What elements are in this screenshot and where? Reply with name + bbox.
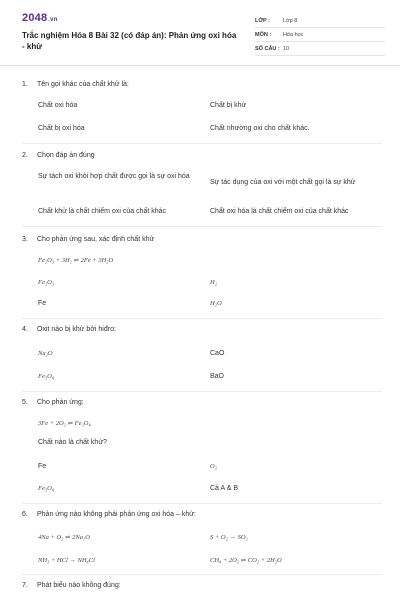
option-c[interactable]: Chất bị oxi hóa [38, 125, 85, 132]
divider [22, 143, 382, 144]
option-a[interactable]: Fe [38, 463, 47, 470]
question-subtext: Chất nào là chất khử? [38, 439, 107, 446]
option-d[interactable]: BaO [210, 373, 225, 380]
option-a[interactable]: Sự tách oxi khỏi hợp chất được gọi là sự oxi hóa [38, 173, 190, 180]
option-c[interactable]: Chất khử là chất chiếm oxi của chất khác [38, 208, 167, 215]
question-text: Chọn đáp án đúng [37, 152, 95, 159]
document-header [0, 0, 400, 66]
meta-value: Lớp 8 [283, 17, 298, 24]
option-b[interactable]: Chất bị khử [210, 102, 247, 109]
question-number: 3. [22, 236, 28, 243]
question-number: 6. [22, 511, 28, 518]
option-c[interactable]: Fe₃O₄ [38, 485, 55, 492]
question-number: 2. [22, 152, 28, 159]
option-d[interactable]: CH₄ + 2O₂ ⇌ CO₂ + 2H₂O [210, 557, 282, 564]
meta-table [255, 14, 385, 56]
meta-label: LỚP : [255, 17, 270, 24]
meta-label: SỐ CÂU : [255, 45, 280, 52]
meta-row-subject [255, 28, 385, 42]
meta-label: MÔN : [255, 31, 272, 38]
option-c[interactable]: NH₃ + HCl → NH₄Cl [38, 557, 95, 564]
question-number: 5. [22, 399, 28, 406]
option-a[interactable]: Fe₂O₃ [38, 279, 55, 286]
meta-value: Hóa học [283, 31, 304, 38]
option-c[interactable]: Fe₃O₄ [38, 373, 55, 380]
question-text: Phát biểu nào không đúng: [37, 582, 121, 589]
divider [22, 503, 382, 504]
question-number: 7. [22, 582, 28, 589]
option-a[interactable]: Na₂O [38, 350, 53, 357]
option-b[interactable]: CaO [210, 350, 225, 357]
option-b[interactable]: Sự tác dụng của oxi với một chất gọi là sự khử [210, 179, 356, 186]
logo-text: 2048 [22, 12, 48, 24]
option-b[interactable]: O₂ [210, 463, 217, 470]
meta-row-class [255, 14, 385, 28]
meta-value: 10 [283, 45, 290, 52]
divider [22, 574, 382, 575]
page-title: Trắc nghiệm Hóa 8 Bài 32 (có đáp án): Phản ứng oxi hóa - khử [22, 31, 237, 51]
divider [22, 226, 382, 227]
reaction-equation: 3Fe + 2O₂ ⇌ Fe₃O₄ [38, 420, 91, 427]
option-a[interactable]: Chất oxi hóa [38, 102, 78, 109]
site-logo[interactable] [22, 12, 58, 24]
question-text: Cho phản ứng sau, xác định chất khử [37, 236, 155, 243]
meta-row-count [255, 42, 385, 56]
logo-suffix: .vn [48, 17, 58, 23]
option-d[interactable]: Cả A & B [210, 485, 239, 492]
option-a[interactable]: 4Na + O₂ ⇌ 2Na₂O [38, 534, 90, 541]
option-d[interactable]: H₂O [210, 300, 222, 307]
question-text: Phản ứng nào không phải phản ứng oxi hóa – khử: [37, 511, 196, 518]
option-b[interactable]: H₂ [210, 279, 217, 286]
option-d[interactable]: Chất oxi hóa là chất chiếm oxi của chất khác [210, 208, 349, 215]
option-c[interactable]: Fe [38, 300, 47, 307]
question-text: Oxit nào bị khử bởi hiđro: [37, 326, 116, 333]
reaction-equation: Fe₂O₃ + 3H₂ ⇌ 2Fe + 3H₂O [38, 257, 114, 264]
question-text: Cho phản ứng: [37, 399, 84, 406]
option-d[interactable]: Chất nhường oxi cho chất khác. [210, 125, 310, 132]
question-text: Tên gọi khác của chất khử là: [37, 81, 129, 88]
question-number: 1. [22, 81, 28, 88]
question-number: 4. [22, 326, 28, 333]
option-b[interactable]: S + O₂ → SO₂ [210, 534, 248, 541]
divider [22, 318, 382, 319]
divider [22, 391, 382, 392]
